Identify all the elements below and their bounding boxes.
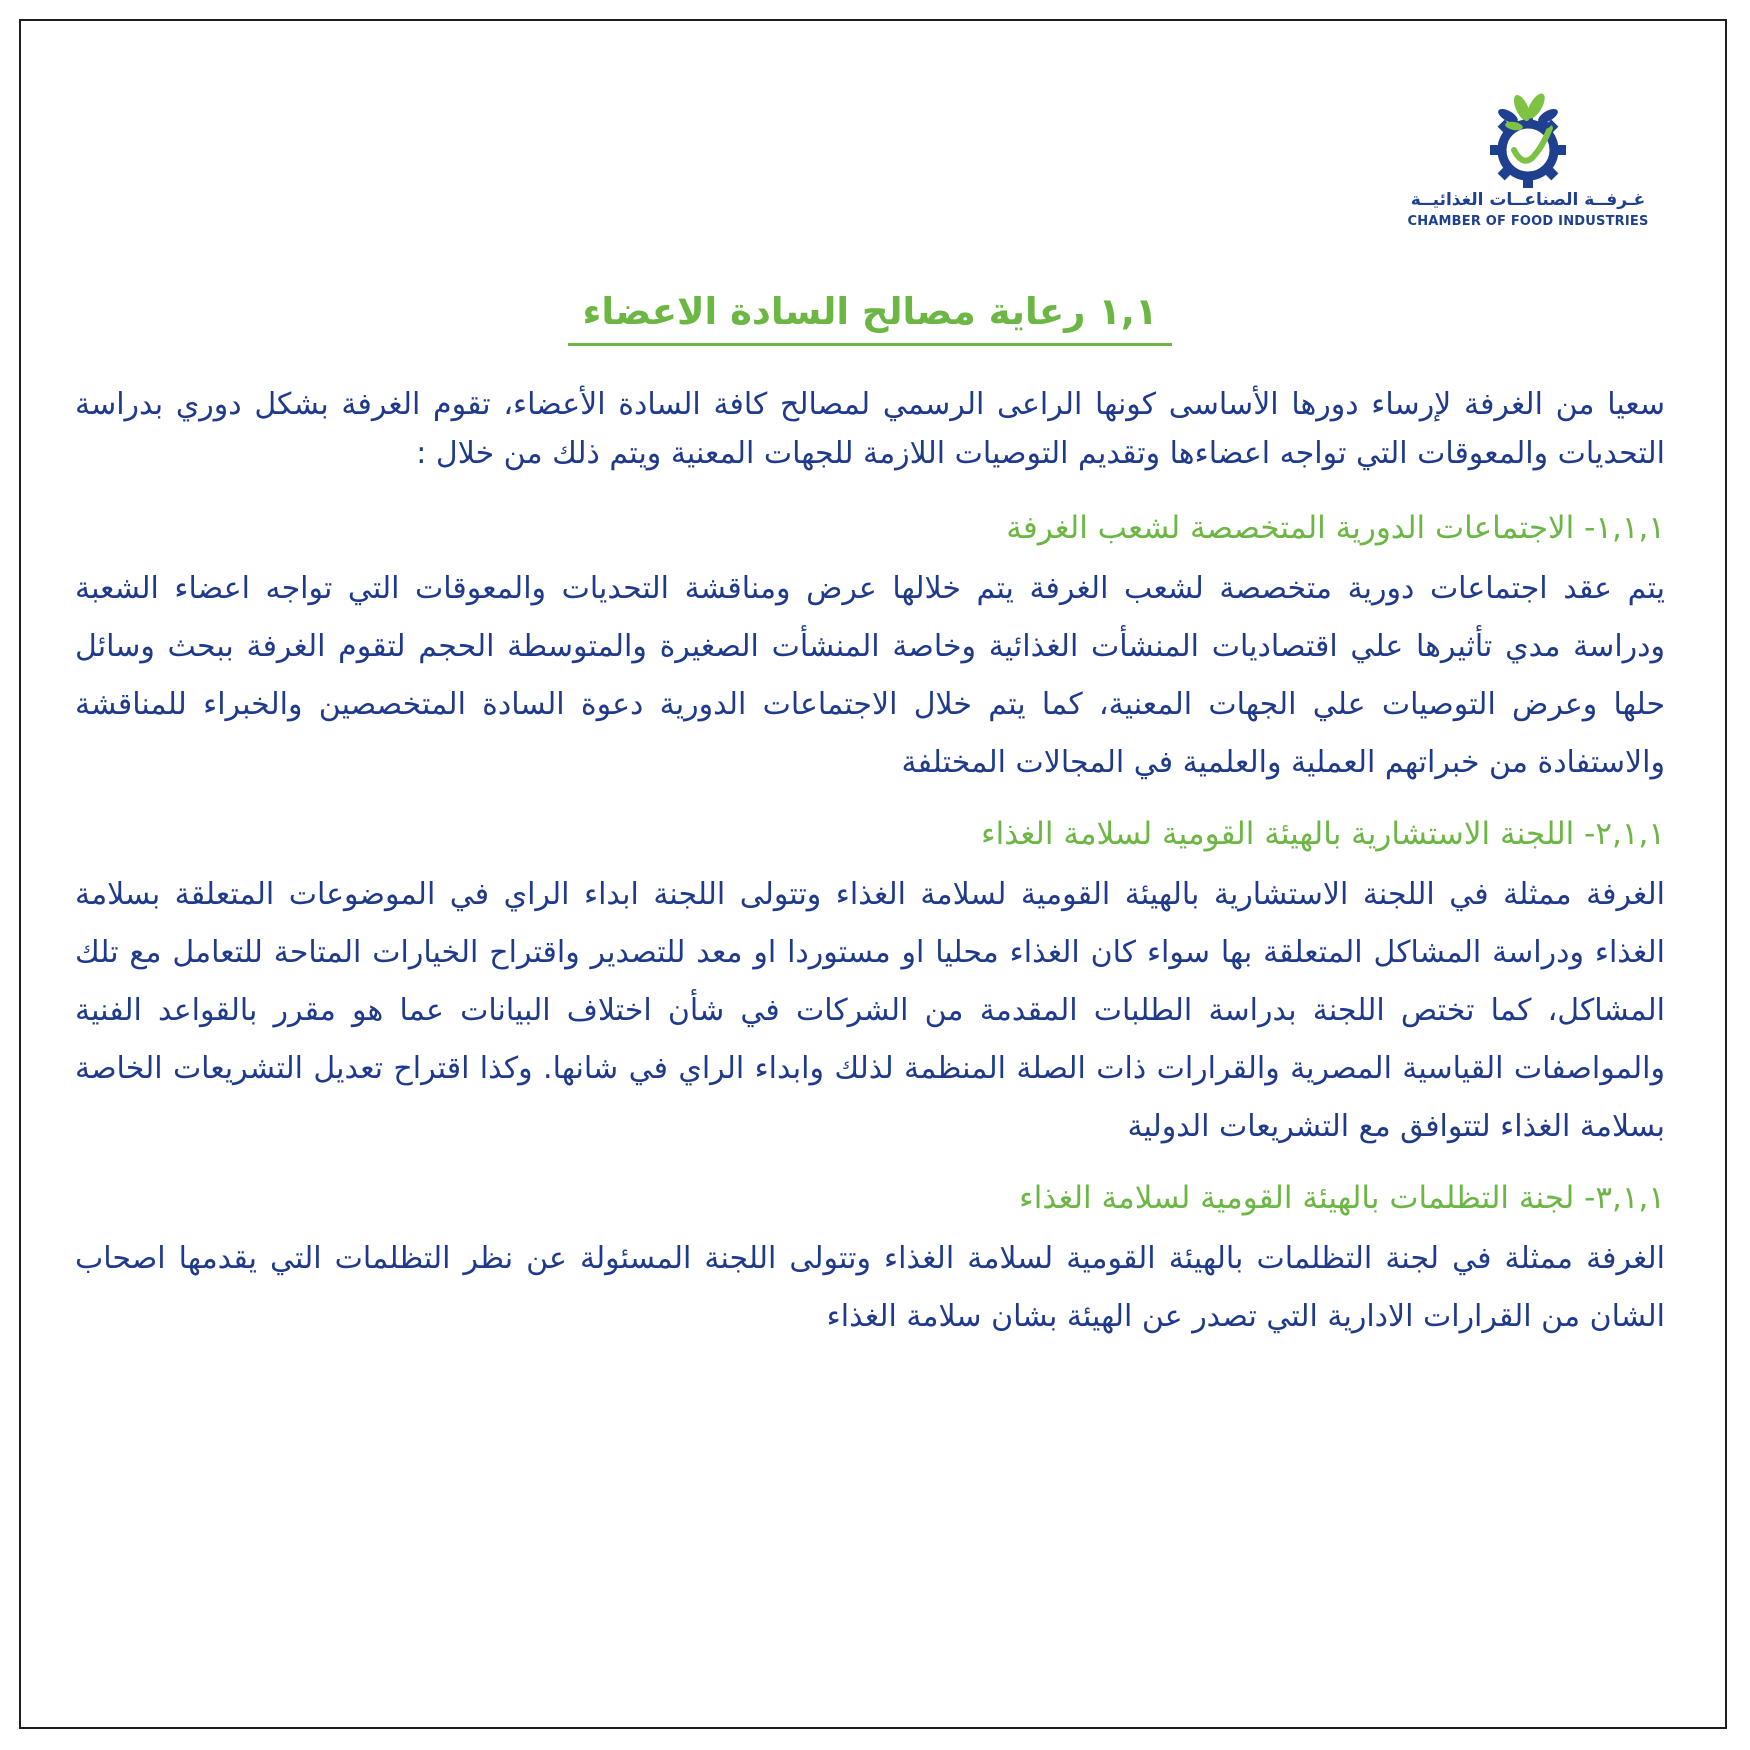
page-title: ١,١ رعاية مصالح السادة الاعضاء bbox=[568, 290, 1171, 346]
section-heading-3: ٣,١,١- لجنة التظلمات بالهيئة القومية لسلامة الغذاء bbox=[1019, 1180, 1665, 1216]
intro-paragraph: سعيا من الغرفة لإرساء دورها الأساسى كونها الراعى الرسمي لمصالح كافة السادة الأعضاء، تقوم الغرفة بشكل دوري بدراسة التحديات والمعوقات التي تواجه اعضاءها وتقديم التوصيات اللازمة للجهات المعنية ويتم ذلك من خلال : bbox=[75, 387, 1665, 471]
section-heading-1: ١,١,١- الاجتماعات الدورية المتخصصة لشعب الغرفة bbox=[1006, 510, 1665, 546]
logo-english-text: CHAMBER OF FOOD INDUSTRIES bbox=[1407, 214, 1649, 229]
document-body bbox=[75, 290, 1665, 1376]
section-body-3: الغرفة ممثلة في لجنة التظلمات بالهيئة القومية لسلامة الغذاء وتتولى اللجنة المسئولة عن نظر التظلمات التي يقدمها اصحاب الشان من القرارات الادارية التي تصدر عن الهيئة بشان سلامة الغذاء bbox=[75, 1241, 1665, 1334]
section-body-1: يتم عقد اجتماعات دورية متخصصة لشعب الغرفة يتم خلالها عرض ومناقشة التحديات والمعوقات التي تواجه اعضاء الشعبة ودراسة مدي تأثيرها علي اقتصاديات المنشأت الغذائية وخاصة المنشأت الصغيرة والمتوسطة الحجم لتقوم الغرفة ببحث وسائل حلها وعرض التوصيات علي الجهات المعنية، كما يتم خلال الاجتماعات الدورية دعوة السادة المتخصصين والخبراء للمناقشة والاستفادة من خبراتهم العملية والعلمية في المجالات المختلفة bbox=[75, 571, 1665, 780]
section-body-2: الغرفة ممثلة في اللجنة الاستشارية بالهيئة القومية لسلامة الغذاء وتتولى اللجنة ابداء الراي في الموضوعات المتعلقة بسلامة الغذاء ودراسة المشاكل المتعلقة بها سواء كان الغذاء محليا او مستوردا او معد للتصدير واقتراح الخيارات المتاحة للتعامل مع تلك المشاكل، كما تختص اللجنة بدراسة الطلبات المقدمة من الشركات في شأن اختلاف البيانات عما هو مقرر بالقواعد الفنية والمواصفات القياسية المصرية والقرارات ذات الصلة المنظمة لذلك وابداء الراي في شانها. وكذا اقتراح تعديل التشريعات الخاصة بسلامة الغذاء لتتوافق مع التشريعات الدولية bbox=[75, 877, 1665, 1144]
section-heading-2: ٢,١,١- اللجنة الاستشارية بالهيئة القومية لسلامة الغذاء bbox=[981, 816, 1665, 852]
logo-arabic-text: غـرفــة الصناعــات الغذائيــة bbox=[1410, 190, 1646, 210]
chamber-logo bbox=[1404, 88, 1652, 238]
gear-leaf-icon bbox=[1404, 88, 1652, 188]
